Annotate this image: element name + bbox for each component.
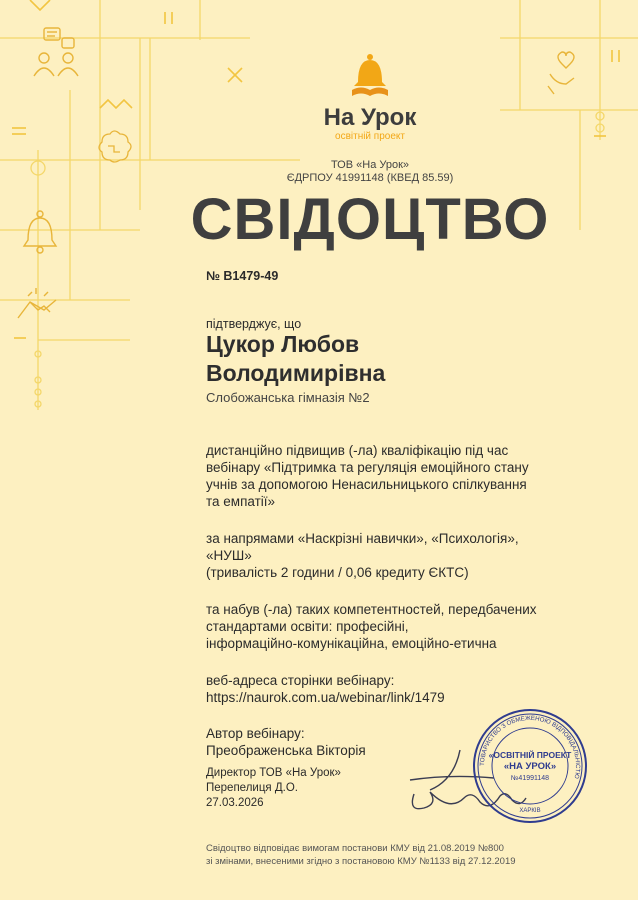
brain-icon (99, 131, 131, 162)
paragraph-competences (206, 601, 566, 652)
director-name: Перепелиця Д.О. (206, 782, 298, 794)
person-name-line1: Цукор Любов (206, 331, 360, 357)
text-line: та набув (-ла) таких компетентностей, передбачених (206, 602, 537, 617)
issue-date: 27.03.2026 (206, 797, 264, 809)
text-line: вебінару «Підтримка та регуляція емоційного стану (206, 460, 529, 475)
company-stamp (470, 706, 590, 826)
brand-logo (318, 52, 422, 143)
certificate-title: СВІДОЦТВО (190, 187, 550, 252)
text-line: та емпатії» (206, 494, 276, 509)
legal-footer (206, 842, 606, 868)
footer-line: Свідоцтво відповідає вимогам постанови КМУ від 21.08.2019 №800 (206, 843, 504, 854)
paragraph-webinar-url (206, 672, 566, 706)
org-code: ЄДРПОУ 41991148 (КВЕД 85.59) (286, 172, 454, 184)
brand-name: На Урок (323, 104, 417, 131)
paragraph-directions (206, 530, 566, 581)
school-name: Слобожанська гімназія №2 (206, 390, 370, 405)
heart-hand-icon (548, 52, 574, 94)
stamp-ring-text: ТОВАРИСТВО З ОБМЕЖЕНОЮ ВІДПОВІДАЛЬНІСТЮ (478, 714, 582, 780)
stamp-line1: «ОСВІТНІЙ ПРОЕКТ (488, 750, 572, 760)
paragraph-qualification (206, 442, 566, 510)
text-line: (тривалість 2 години / 0,06 кредиту ЄКТС) (206, 565, 469, 580)
handshake-icon (18, 288, 56, 318)
org-name: ТОВ «На Урок» (330, 159, 410, 171)
stamp-code: №41991148 (510, 775, 550, 782)
director-title: Директор ТОВ «На Урок» (206, 767, 341, 779)
certificate-number: № В1479-49 (206, 269, 279, 283)
text-line: учнів за допомогою Ненасильницького спілкування (206, 477, 527, 492)
stamp-city: ХАРКІВ (519, 808, 541, 814)
author-name: Преображенська Вікторія (206, 743, 366, 758)
stamp-line2: «НА УРОК» (503, 761, 557, 772)
bell-logo-icon (350, 52, 390, 98)
person-name (206, 330, 586, 388)
text-line: інформаційно-комунікаційна, емоційно-етична (206, 636, 497, 651)
text-line: дистанційно підвищив (-ла) кваліфікацію під час (206, 443, 509, 458)
confirms-text: підтверджує, що (206, 317, 302, 331)
text-line: «НУШ» (206, 548, 252, 563)
director-block (206, 766, 341, 811)
webinar-link[interactable]: https://naurok.com.ua/webinar/link/1479 (206, 690, 445, 705)
person-name-line2: Володимирівна (206, 360, 386, 386)
text-line: стандартами освіти: професійні, (206, 619, 409, 634)
footer-line: зі змінами, внесеними згідно з постановою КМУ №1133 від 27.12.2019 (206, 856, 516, 867)
text-line: за напрямами «Наскрізні навички», «Психологія», (206, 531, 519, 546)
people-chat-icon (34, 28, 78, 76)
text-line: веб-адреса сторінки вебінару: (206, 673, 395, 688)
bell-icon (24, 211, 56, 253)
brand-subtitle: освітній проект (335, 131, 405, 142)
text-line: Автор вебінару: (206, 726, 305, 741)
